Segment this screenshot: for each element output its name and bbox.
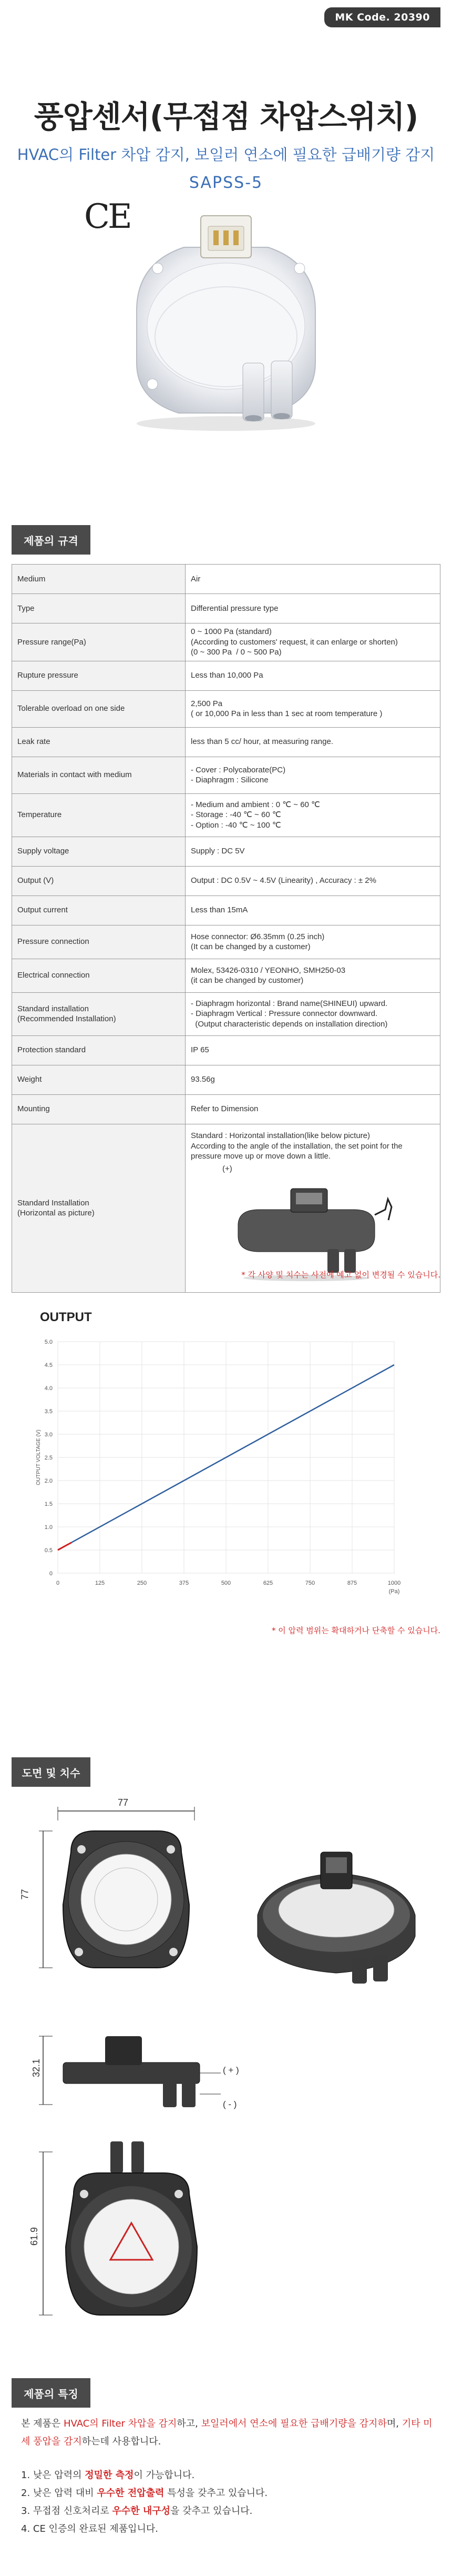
feature-text: 우수한 내구성: [112, 2505, 171, 2517]
spec-key: Medium: [12, 565, 186, 594]
spec-value: [186, 895, 440, 925]
spec-value-line: According to the angle of the installation, the set point for the pressure move up or move down a little.: [191, 1141, 403, 1161]
spec-value: [186, 757, 440, 793]
feature-item: [21, 2502, 436, 2520]
product-subtitle: HVAC의 Filter 차압 감지, 보일러 연소에 필요한 급배기량 감지: [17, 146, 435, 164]
x-tick-label: 875: [347, 1580, 357, 1586]
spec-key: Tolerable overload on one side: [12, 690, 186, 727]
feature-description: [21, 2415, 436, 2538]
spec-key: Rupture pressure: [12, 661, 186, 690]
spec-key: Leak rate: [12, 727, 186, 757]
spec-key: Pressure connection: [12, 925, 186, 959]
spec-value-line: Differential pressure type: [191, 603, 279, 613]
feature-item: [21, 2484, 436, 2502]
spec-value: [186, 594, 440, 623]
perspective-view-drawing: [247, 1831, 426, 1989]
spec-value-line: Output : DC 0.5V ~ 4.5V (Linearity) , Accuracy : ± 2%: [191, 876, 376, 886]
spec-value-line: Less than 10,000 Pa: [191, 671, 263, 680]
bottom-view-drawing: [32, 2136, 231, 2331]
spec-key: Mounting: [12, 1094, 186, 1124]
feature-text: 우수한 전압출력: [97, 2488, 165, 2499]
feature-text: 이 가능합니다.: [133, 2470, 195, 2481]
feature-text: 2. 낮은 압력 대비: [21, 2488, 97, 2499]
spec-value-line: (it can be changed by customer): [191, 976, 304, 985]
y-tick-label: 4.0: [44, 1385, 53, 1392]
spec-value-line: Molex, 53426-0310 / YEONHO, SMH250-03: [191, 965, 346, 975]
feature-text: 1. 낮은 압력의: [21, 2470, 85, 2481]
spec-value-line: 2,500 Pa: [191, 699, 223, 708]
side-view-drawing: [32, 2015, 242, 2120]
mk-code-badge: MK Code. 20390: [324, 7, 440, 27]
y-tick-label: 1.0: [44, 1524, 53, 1531]
spec-note: * 각 사양 및 치수는 사전에 예고 없이 변경될 수 있습니다.: [241, 1270, 440, 1280]
spec-value-line: - Option : -40 ℃ ~ 100 ℃: [191, 820, 281, 830]
model-number: SAPSS-5: [189, 174, 263, 192]
feature-text: 하는데 사용합니다.: [81, 2436, 161, 2447]
spec-value-line: - Diaphragm horizontal : Brand name(SHINEUI) upward.: [191, 999, 388, 1008]
spec-value-line: - Diaphragm : Silicone: [191, 776, 269, 784]
x-tick-label: 1000: [387, 1580, 401, 1586]
spec-value-line: Less than 15mA: [191, 905, 248, 915]
spec-section-label: 제품의 규격: [12, 525, 90, 555]
spec-key: Temperature: [12, 793, 186, 837]
spec-key: Weight: [12, 1065, 186, 1094]
feature-text: 보일러에서 연소에 필요한 급배기량을 감지하: [201, 2418, 387, 2429]
dimension-section-label: 도면 및 치수: [12, 1757, 90, 1787]
x-tick-label: 750: [305, 1580, 315, 1586]
chart-note: * 이 압력 범위는 확대하거나 단축할 수 있습니다.: [272, 1626, 440, 1635]
feature-text: 4. CE 인증의 완료된 제품입니다.: [21, 2523, 158, 2534]
y-axis-label: OUTPUT VOLTAGE (V): [36, 1430, 42, 1485]
spec-value-line: IP 65: [191, 1045, 209, 1055]
install-diagram: [222, 1178, 396, 1283]
spec-value-line: (Output characteristic depends on installation direction): [191, 1019, 388, 1029]
port-minus-label: ( - ): [223, 2099, 237, 2109]
x-tick-label: 125: [95, 1580, 105, 1586]
spec-value-line: (It can be changed by a customer): [191, 942, 311, 951]
spec-value: [186, 1035, 440, 1065]
dim-base-height: 61.9: [29, 2227, 40, 2246]
spec-value: [186, 690, 440, 727]
spec-row: [12, 866, 440, 895]
spec-value: [186, 837, 440, 866]
x-tick-label: 375: [179, 1580, 189, 1586]
spec-row: [12, 992, 440, 1035]
spec-row: [12, 757, 440, 793]
spec-key: Electrical connection: [12, 959, 186, 992]
spec-key: Type: [12, 594, 186, 623]
spec-value: [186, 959, 440, 992]
spec-key: Pressure range(Pa): [12, 623, 186, 661]
x-unit-label: (Pa): [388, 1588, 400, 1595]
spec-row: [12, 1094, 440, 1124]
ce-mark-logo: CE: [84, 197, 130, 236]
spec-row: [12, 565, 440, 594]
port-plus-label: ( + ): [223, 2065, 239, 2075]
feature-text: HVAC의 Filter 차압을 감지: [64, 2418, 177, 2429]
y-tick-label: 0: [49, 1571, 53, 1577]
feature-text: 을 갖추고 있습니다.: [170, 2505, 253, 2517]
spec-key: Materials in contact with medium: [12, 757, 186, 793]
spec-row: [12, 1035, 440, 1065]
feature-text: 하고,: [177, 2418, 201, 2429]
spec-key: Output (V): [12, 866, 186, 895]
feature-text: 기타 미세 풍압을 감지: [21, 2418, 433, 2447]
spec-value: [186, 925, 440, 959]
x-tick-label: 625: [263, 1580, 273, 1586]
y-tick-label: 3.5: [44, 1408, 53, 1415]
feature-text: 며,: [386, 2418, 402, 2429]
spec-table: [12, 564, 440, 1293]
dim-depth: 32.1: [31, 2058, 42, 2078]
product-title: 풍압센서(무접점 차압스위치): [34, 99, 418, 135]
spec-key: Standard Installation (Horizontal as picture): [12, 1124, 186, 1292]
spec-row: [12, 1065, 440, 1094]
x-tick-label: 250: [137, 1580, 147, 1586]
spec-value: [186, 727, 440, 757]
spec-value-line: - Storage : -40 ℃ ~ 60 ℃: [191, 810, 281, 820]
spec-value-line: Refer to Dimension: [191, 1104, 259, 1114]
x-tick-label: 500: [221, 1580, 231, 1586]
spec-row: [12, 727, 440, 757]
spec-row-install: [12, 1124, 440, 1292]
y-tick-label: 3.0: [44, 1432, 53, 1438]
dim-width: 77: [118, 1797, 129, 1808]
spec-row: [12, 594, 440, 623]
spec-value-line: - Diaphragm Vertical : Pressure connector downward.: [191, 1009, 378, 1019]
spec-value-line: Standard : Horizontal installation(like below picture): [191, 1131, 371, 1140]
y-tick-label: 2.5: [44, 1455, 53, 1461]
dim-height: 77: [19, 1889, 30, 1900]
spec-value: [186, 1065, 440, 1094]
spec-row: [12, 837, 440, 866]
spec-value-line: Supply : DC 5V: [191, 847, 245, 856]
y-tick-label: 1.5: [44, 1501, 53, 1507]
x-tick-label: 0: [56, 1580, 60, 1586]
y-tick-label: 2.0: [44, 1478, 53, 1484]
spec-value-line: - Medium and ambient : 0 ℃ ~ 60 ℃: [191, 800, 320, 809]
install-plus-label: (+): [222, 1164, 232, 1173]
product-photo: [105, 205, 347, 437]
feature-list: [21, 2467, 436, 2538]
spec-value-line: (According to customers' request, it can enlarge or shorten): [191, 637, 398, 647]
spec-row: [12, 661, 440, 690]
feature-text: 본 제품은: [21, 2418, 64, 2429]
feature-text: 특성을 갖추고 있습니다.: [164, 2488, 268, 2499]
feature-text: 정밀한 측정: [85, 2470, 134, 2481]
y-tick-label: 5.0: [44, 1339, 53, 1345]
spec-key: Protection standard: [12, 1035, 186, 1065]
spec-row: [12, 895, 440, 925]
spec-row: [12, 690, 440, 727]
spec-value: [186, 661, 440, 690]
spec-value-line: Air: [191, 574, 201, 583]
spec-row: [12, 959, 440, 992]
spec-value-line: 0 ~ 1000 Pa (standard): [191, 627, 272, 636]
spec-value: [186, 623, 440, 661]
spec-row: [12, 925, 440, 959]
spec-value: [186, 1124, 440, 1292]
spec-key: Standard installation (Recommended Installation): [12, 992, 186, 1035]
y-tick-label: 0.5: [44, 1547, 53, 1554]
feature-item: [21, 2520, 436, 2538]
feature-item: [21, 2467, 436, 2484]
spec-value: [186, 1094, 440, 1124]
spec-row: [12, 623, 440, 661]
chart-title: OUTPUT: [40, 1310, 92, 1324]
spec-value-line: ( or 10,000 Pa in less than 1 sec at room temperature ): [191, 709, 383, 718]
spec-value-line: Hose connector: Ø6.35mm (0.25 inch): [191, 932, 325, 941]
output-chart: [32, 1336, 410, 1610]
top-view-drawing: [32, 1799, 221, 1989]
feature-intro: [21, 2415, 436, 2451]
feature-section-label: 제품의 특징: [12, 2378, 90, 2408]
spec-value-line: less than 5 cc/ hour, at measuring range.: [191, 737, 333, 747]
spec-key: Supply voltage: [12, 837, 186, 866]
spec-value-line: 93.56g: [191, 1075, 215, 1084]
spec-key: Output current: [12, 895, 186, 925]
spec-value: [186, 866, 440, 895]
feature-text: 3. 무접점 신호처리로: [21, 2505, 112, 2517]
spec-value-line: (0 ~ 300 Pa / 0 ~ 500 Pa): [191, 648, 282, 657]
spec-value-line: - Cover : Polycaborate(PC): [191, 765, 286, 774]
spec-value: [186, 793, 440, 837]
spec-row: [12, 793, 440, 837]
spec-value: [186, 992, 440, 1035]
spec-value: [186, 565, 440, 594]
y-tick-label: 4.5: [44, 1362, 53, 1368]
